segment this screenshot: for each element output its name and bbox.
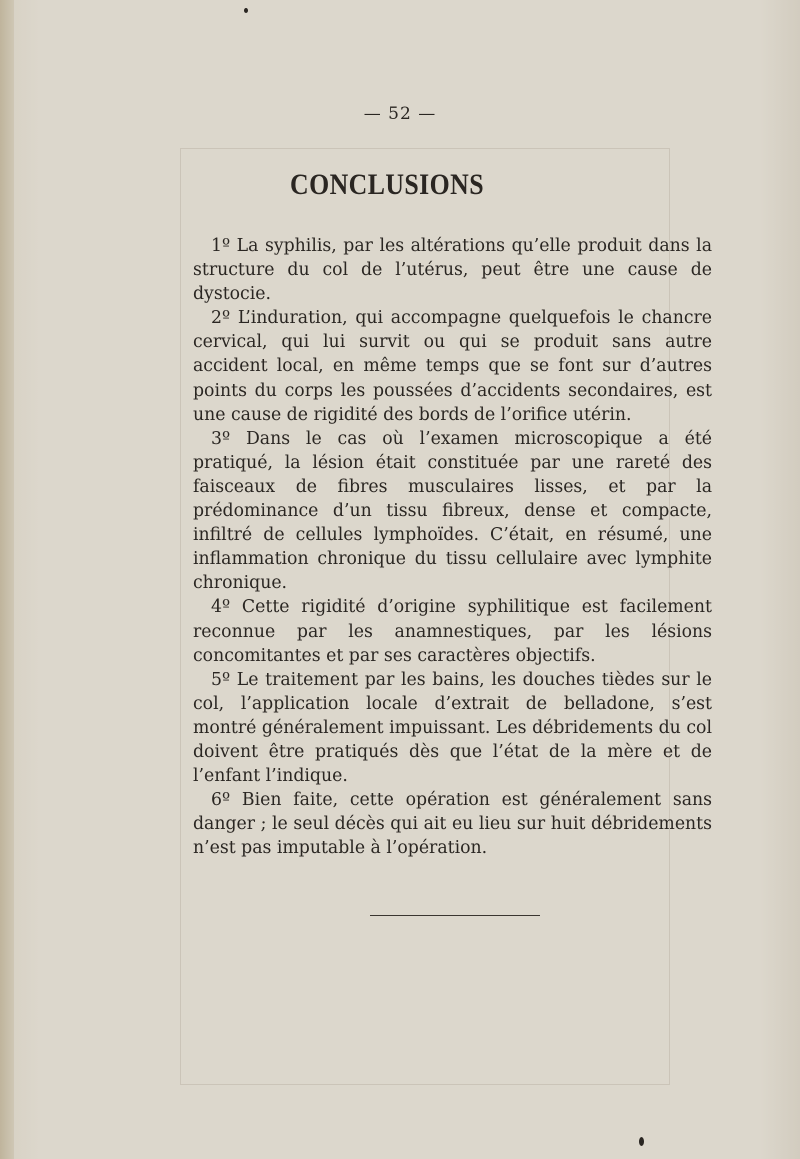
conclusion-paragraph-2: 2º L’induration, qui accompagne quelquefois le chancre cervical, qui lui survit ou qui se produit sans autre accident local, en même temps que se font sur d’autres points du corps les poussées d’accidents secondaires, est une cause de rigidité des bords de l’orifice utérin. bbox=[193, 308, 712, 425]
ink-speck bbox=[639, 1137, 644, 1146]
conclusion-paragraph-6: 6º Bien faite, cette opération est généralement sans danger ; le seul décès qui ait eu lieu sur huit débridements n’est pas imputable à l’opération. bbox=[193, 790, 712, 859]
conclusion-paragraph-5: 5º Le traitement par les bains, les douches tièdes sur le col, l’application locale d’extrait de belladone, s’est montré généralement impuissant. Les débridements du col doivent être pratiqués dès que l’état de la mère et de l’enfant l’indique. bbox=[193, 669, 712, 787]
conclusion-paragraph-1: 1º La syphilis, par les altérations qu’elle produit dans la structure du col de l’utérus, peut être une cause de dystocie. bbox=[193, 236, 712, 305]
ink-speck bbox=[244, 8, 248, 13]
page-title: CONCLUSIONS bbox=[290, 168, 484, 201]
conclusions-body bbox=[193, 234, 712, 860]
conclusion-paragraph-4: 4º Cette rigidité d’origine syphilitique est facilement reconnue par les anamnestiques, par les lésions concomitantes et par ses caractères objectifs. bbox=[193, 597, 712, 666]
end-rule bbox=[370, 915, 540, 916]
conclusion-paragraph-3: 3º Dans le cas où l’examen microscopique a été pratiqué, la lésion était constituée par une rareté des faisceaux de fibres musculaires lisses, et par la prédominance d’un tissu fibreux, dense et compacte, infiltré de cellules lymphoïdes. C’était, en résumé, une inflammation chronique du tissu cellulaire avec lymphite chronique. bbox=[193, 428, 712, 594]
page-number: — 52 — bbox=[363, 104, 437, 124]
